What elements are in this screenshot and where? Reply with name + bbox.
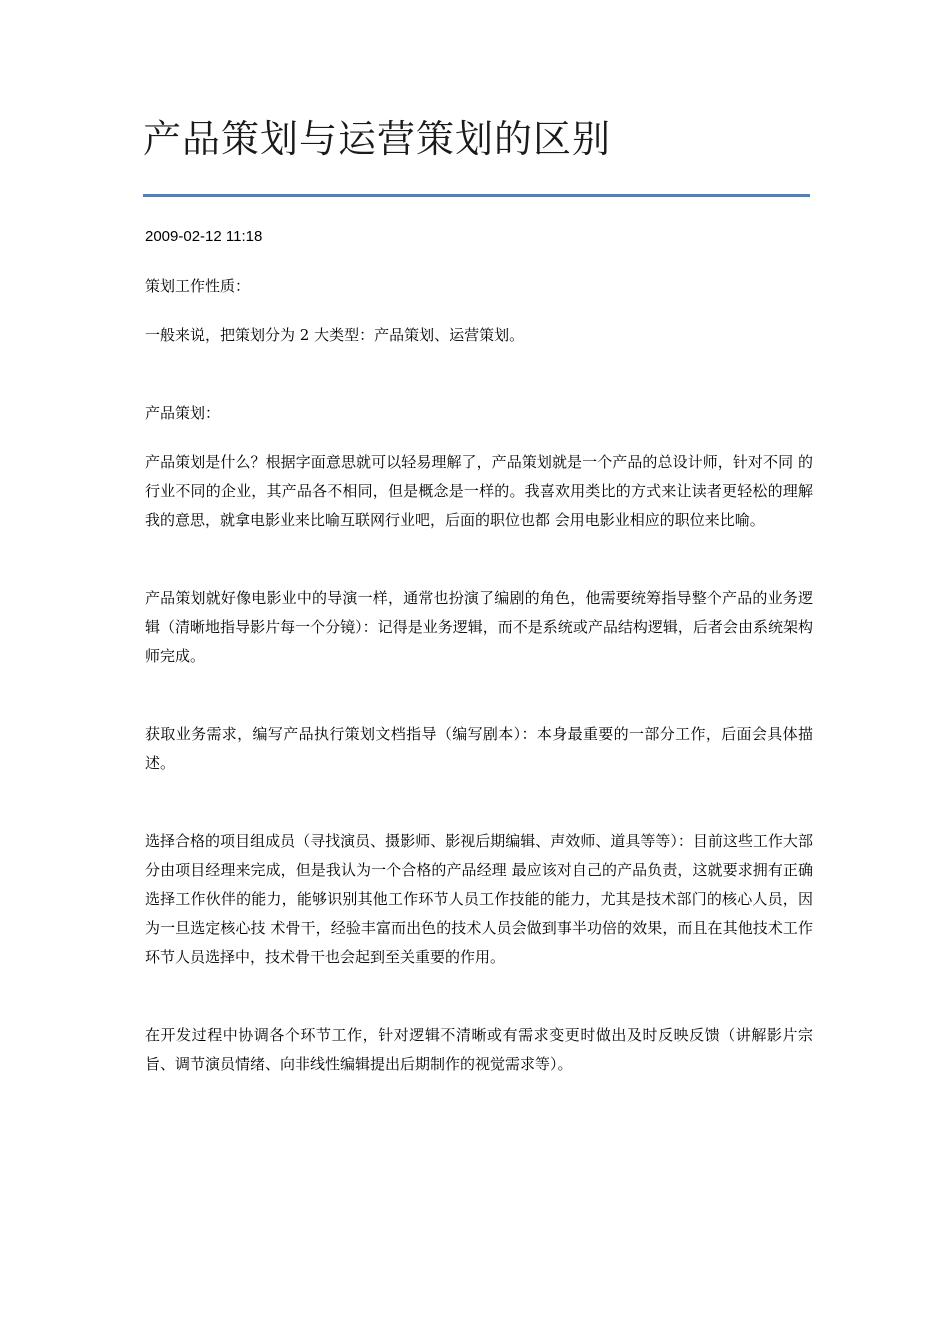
paragraph-work-nature: 策划工作性质：	[145, 277, 251, 295]
spacer	[145, 972, 813, 1021]
spacer	[145, 301, 813, 321]
spacer	[145, 778, 813, 827]
paragraph-types: 一般来说，把策划分为 2 大类型：产品策划、运营策划。	[145, 326, 525, 344]
spacer	[145, 671, 813, 720]
paragraph-what-is-product-planning: 产品策划是什么？根据字面意思就可以轻易理解了，产品策划就是一个产品的总设计师，针对不同 的行业不同的企业，其产品各不相同，但是概念是一样的。我喜欢用类比的方式来让读者更轻松的理解我的意思，就拿电影业来比喻互联网行业吧，后面的职位也都 会用电影业相应的职位来比喻。	[145, 453, 813, 529]
paragraph-requirements: 获取业务需求，编写产品执行策划文档指导（编写剧本）：本身最重要的一部分工作，后面会具体描述。	[145, 725, 813, 772]
paragraph-team-selection: 选择合格的项目组成员（寻找演员、摄影师、影视后期编辑、声效师、道具等等）：目前这些工作大部分由项目经理来完成，但是我认为一个合格的产品经理 最应该对自己的产品负责，这就要求拥有正确选择工作伙伴的能力，能够识别其他工作环节人员工作技能的能力，尤其是技术部门的核心人员，因为一旦选定核心技 术骨干，经验丰富而出色的技术人员会做到事半功倍的效果，而且在其他技术工作环节人员选择中，技术骨干也会起到至关重要的作用。	[145, 832, 813, 966]
document-body	[145, 226, 813, 1079]
document-title: 产品策划与运营策划的区别	[143, 117, 612, 161]
spacer	[145, 535, 813, 584]
title-divider	[143, 194, 810, 197]
post-date: 2009-02-12 11:18	[145, 228, 263, 245]
spacer	[145, 428, 813, 448]
paragraph-director-analogy: 产品策划就好像电影业中的导演一样，通常也扮演了编剧的角色，他需要统筹指导整个产品的业务逻辑（清晰地指导影片每一个分镜）：记得是业务逻辑，而不是系统或产品结构逻辑，后者会由系统架构师完成。	[145, 589, 813, 665]
paragraph-product-heading: 产品策划：	[145, 404, 221, 422]
paragraph-coordination: 在开发过程中协调各个环节工作，针对逻辑不清晰或有需求变更时做出及时反映反馈（讲解影片宗旨、调节演员情绪、向非线性编辑提出后期制作的视觉需求等）。	[145, 1026, 813, 1073]
spacer	[145, 350, 813, 399]
